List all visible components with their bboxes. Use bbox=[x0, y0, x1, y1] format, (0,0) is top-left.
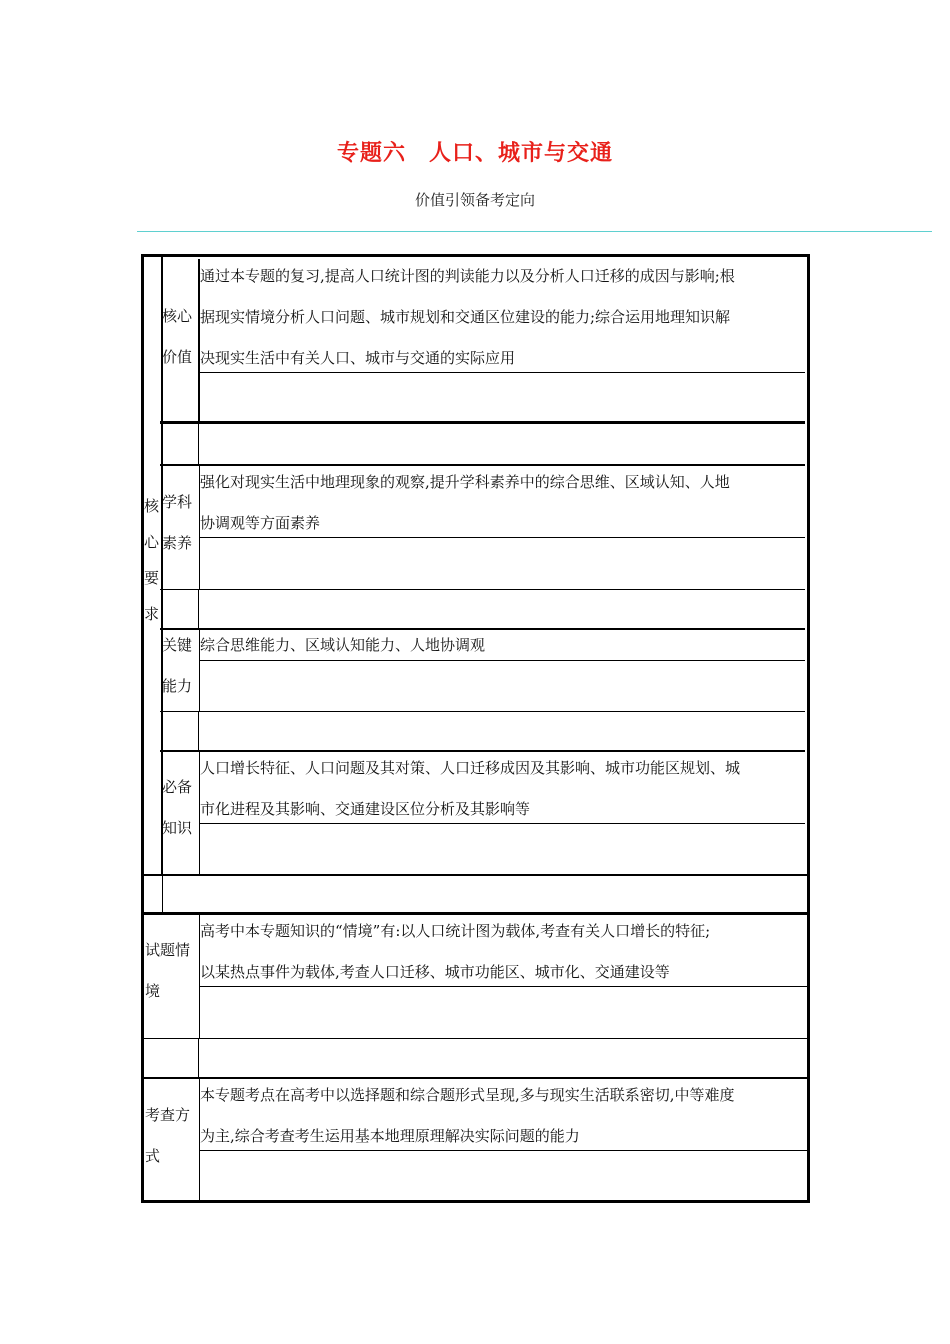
context-label: 试题情 境 bbox=[145, 941, 191, 1000]
literacy-label: 学科 素养 bbox=[162, 493, 193, 552]
page-subtitle: 价值引领备考定向 bbox=[414, 191, 535, 209]
exam-line-1: 本专题考点在高考中以选择题和综合题形式呈现,多与现实生活联系密切,中等难度 bbox=[200, 1086, 735, 1104]
value-line-3: 决现实生活中有关人口、城市与交通的实际应用 bbox=[200, 349, 516, 367]
value-line-2: 据现实情境分析人口问题、城市规划和交通区位建设的能力;综合运用地理知识解 bbox=[200, 308, 731, 326]
literacy-line-2: 协调观等方面素养 bbox=[200, 514, 321, 532]
value-label: 核心 价值 bbox=[162, 307, 193, 366]
exam-label: 考查方 式 bbox=[145, 1106, 191, 1165]
context-line-1: 高考中本专题知识的“情境”有:以人口统计图为载体,考查有关人口增长的特征; bbox=[200, 922, 711, 940]
spacer-row-3 bbox=[160, 712, 805, 752]
knowledge-line-2: 市化进程及其影响、交通建设区位分析及其影响等 bbox=[200, 800, 531, 818]
spacer-row-2 bbox=[160, 590, 805, 630]
spacer-row-4-divider bbox=[198, 1039, 199, 1079]
context-line-2: 以某热点事件为载体,考查人口迁移、城市功能区、城市化、交通建设等 bbox=[200, 963, 670, 981]
ability-label: 关键 能力 bbox=[162, 636, 193, 695]
core-requirement-label: 核 心 要 求 bbox=[144, 497, 160, 623]
spacer-row-1-divider bbox=[198, 424, 199, 466]
spacer-row-3-divider bbox=[198, 712, 199, 752]
spacer-row-4 bbox=[141, 1039, 810, 1079]
spacer-row-1 bbox=[160, 424, 805, 466]
section-separator-divider bbox=[162, 874, 163, 915]
page-title: 专题六 人口、城市与交通 bbox=[336, 141, 613, 166]
value-line-1: 通过本专题的复习,提高人口统计图的判读能力以及分析人口迁移的成因与影响;根 bbox=[200, 267, 735, 285]
header-divider bbox=[137, 231, 932, 232]
knowledge-line-1: 人口增长特征、人口问题及其对策、人口迁移成因及其影响、城市功能区规划、城 bbox=[200, 759, 741, 777]
knowledge-label: 必备 知识 bbox=[162, 778, 193, 837]
literacy-line-1: 强化对现实生活中地理现象的观察,提升学科素养中的综合思维、区域认知、人地 bbox=[200, 473, 730, 491]
exam-line-2: 为主,综合考查考生运用基本地理原理解决实际问题的能力 bbox=[200, 1127, 580, 1145]
ability-line-1: 综合思维能力、区域认知能力、人地协调观 bbox=[200, 636, 486, 654]
section-separator-row bbox=[141, 874, 810, 915]
spacer-row-2-divider bbox=[198, 590, 199, 630]
